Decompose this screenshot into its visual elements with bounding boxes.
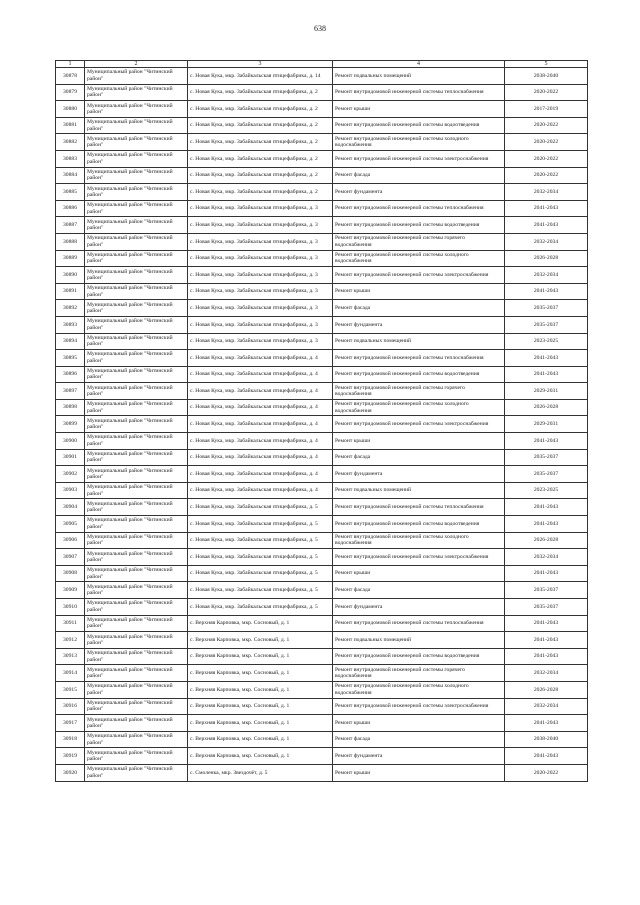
work-type-cell: Ремонт фасада [333, 449, 505, 466]
period-cell: 2032-2034 [505, 233, 588, 250]
period-cell: 2029-2031 [505, 383, 588, 400]
address-cell: с. Новая Кука, мкр. Забайкальская птицефабрика, д. 3 [188, 283, 333, 300]
row-number: 30891 [56, 283, 85, 300]
table-row [56, 615, 588, 632]
row-number: 30915 [56, 681, 85, 698]
capital-repair-table [55, 60, 588, 782]
address-cell: с. Новая Кука, мкр. Забайкальская птицефабрика, д. 5 [188, 599, 333, 616]
work-type-cell: Ремонт фундамента [333, 316, 505, 333]
district-cell: Муниципальный район "Читинский район" [85, 350, 188, 367]
row-number: 30892 [56, 300, 85, 317]
district-cell: Муниципальный район "Читинский район" [85, 549, 188, 566]
row-number: 30908 [56, 565, 85, 582]
work-type-cell: Ремонт внутридомовой инженерной системы теплоснабжения [333, 200, 505, 217]
district-cell: Муниципальный район "Читинский район" [85, 84, 188, 101]
work-type-cell: Ремонт внутридомовой инженерной системы водоотведения [333, 648, 505, 665]
table-row [56, 150, 588, 167]
header-col-3: 3 [188, 61, 333, 68]
table-row [56, 383, 588, 400]
period-cell: 2026-2028 [505, 399, 588, 416]
address-cell: с. Новая Кука, мкр. Забайкальская птицефабрика, д. 2 [188, 167, 333, 184]
district-cell: Муниципальный район "Читинский район" [85, 217, 188, 234]
work-type-cell: Ремонт фундамента [333, 748, 505, 765]
district-cell: Муниципальный район "Читинский район" [85, 250, 188, 267]
address-cell: с. Новая Кука, мкр. Забайкальская птицефабрика, д. 4 [188, 416, 333, 433]
row-number: 30886 [56, 200, 85, 217]
work-type-cell: Ремонт внутридомовой инженерной системы электроснабжения [333, 698, 505, 715]
district-cell: Муниципальный район "Читинский район" [85, 134, 188, 151]
district-cell: Муниципальный район "Читинский район" [85, 715, 188, 732]
address-cell: с. Верхняя Карповка, мкр. Сосновый, д. 1 [188, 698, 333, 715]
work-type-cell: Ремонт фундамента [333, 599, 505, 616]
address-cell: с. Новая Кука, мкр. Забайкальская птицефабрика, д. 5 [188, 499, 333, 516]
address-cell: с. Новая Кука, мкр. Забайкальская птицефабрика, д. 4 [188, 350, 333, 367]
district-cell: Муниципальный район "Читинский район" [85, 68, 188, 85]
table-row [56, 549, 588, 566]
row-number: 30879 [56, 84, 85, 101]
district-cell: Муниципальный район "Читинский район" [85, 200, 188, 217]
table-row [56, 715, 588, 732]
address-cell: с. Новая Кука, мкр. Забайкальская птицефабрика, д. 4 [188, 449, 333, 466]
table-row [56, 565, 588, 582]
row-number: 30884 [56, 167, 85, 184]
page-number: 638 [314, 24, 326, 33]
table-row [56, 681, 588, 698]
row-number: 30894 [56, 333, 85, 350]
row-number: 30909 [56, 582, 85, 599]
table-header-row [56, 61, 588, 68]
period-cell: 2038-2040 [505, 68, 588, 85]
row-number: 30910 [56, 599, 85, 616]
address-cell: с. Новая Кука, мкр. Забайкальская птицефабрика, д. 2 [188, 101, 333, 118]
table-row [56, 582, 588, 599]
row-number: 30885 [56, 184, 85, 201]
district-cell: Муниципальный район "Читинский район" [85, 499, 188, 516]
work-type-cell: Ремонт фундамента [333, 184, 505, 201]
district-cell: Муниципальный район "Читинский район" [85, 565, 188, 582]
address-cell: с. Новая Кука, мкр. Забайкальская птицефабрика, д. 4 [188, 482, 333, 499]
district-cell: Муниципальный район "Читинский район" [85, 731, 188, 748]
table-row [56, 764, 588, 781]
district-cell: Муниципальный район "Читинский район" [85, 150, 188, 167]
address-cell: с. Новая Кука, мкр. Забайкальская птицефабрика, д. 4 [188, 433, 333, 450]
row-number: 30888 [56, 233, 85, 250]
district-cell: Муниципальный район "Читинский район" [85, 117, 188, 134]
period-cell: 2038-2040 [505, 731, 588, 748]
period-cell: 2032-2034 [505, 267, 588, 284]
district-cell: Муниципальный район "Читинский район" [85, 333, 188, 350]
table-row [56, 300, 588, 317]
table-row [56, 366, 588, 383]
address-cell: с. Новая Кука, мкр. Забайкальская птицефабрика, д. 2 [188, 150, 333, 167]
row-number: 30893 [56, 316, 85, 333]
table-row [56, 167, 588, 184]
work-type-cell: Ремонт крыши [333, 433, 505, 450]
table-row [56, 632, 588, 649]
district-cell: Муниципальный район "Читинский район" [85, 267, 188, 284]
row-number: 30881 [56, 117, 85, 134]
table-row [56, 648, 588, 665]
work-type-cell: Ремонт внутридомовой инженерной системы холодного водоснабжения [333, 250, 505, 267]
work-type-cell: Ремонт внутридомовой инженерной системы водоотведения [333, 117, 505, 134]
table-row [56, 399, 588, 416]
district-cell: Муниципальный район "Читинский район" [85, 632, 188, 649]
district-cell: Муниципальный район "Читинский район" [85, 665, 188, 682]
table-row [56, 665, 588, 682]
row-number: 30898 [56, 399, 85, 416]
row-number: 30912 [56, 632, 85, 649]
district-cell: Муниципальный район "Читинский район" [85, 416, 188, 433]
period-cell: 2041-2043 [505, 366, 588, 383]
work-type-cell: Ремонт внутридомовой инженерной системы холодного водоснабжения [333, 399, 505, 416]
period-cell: 2041-2043 [505, 433, 588, 450]
period-cell: 2029-2031 [505, 416, 588, 433]
address-cell: с. Новая Кука, мкр. Забайкальская птицефабрика, д. 5 [188, 532, 333, 549]
work-type-cell: Ремонт фундамента [333, 466, 505, 483]
row-number: 30897 [56, 383, 85, 400]
period-cell: 2032-2034 [505, 184, 588, 201]
period-cell: 2041-2043 [505, 748, 588, 765]
address-cell: с. Верхняя Карповка, мкр. Сосновый, д. 1 [188, 665, 333, 682]
address-cell: с. Новая Кука, мкр. Забайкальская птицефабрика, д. 3 [188, 200, 333, 217]
period-cell: 2020-2022 [505, 167, 588, 184]
work-type-cell: Ремонт крыши [333, 101, 505, 118]
row-number: 30887 [56, 217, 85, 234]
row-number: 30878 [56, 68, 85, 85]
address-cell: с. Верхняя Карповка, мкр. Сосновый, д. 1 [188, 648, 333, 665]
district-cell: Муниципальный район "Читинский район" [85, 399, 188, 416]
table-row [56, 217, 588, 234]
district-cell: Муниципальный район "Читинский район" [85, 681, 188, 698]
work-type-cell: Ремонт внутридомовой инженерной системы электроснабжения [333, 416, 505, 433]
district-cell: Муниципальный район "Читинский район" [85, 449, 188, 466]
table-row [56, 316, 588, 333]
period-cell: 2020-2022 [505, 134, 588, 151]
district-cell: Муниципальный район "Читинский район" [85, 615, 188, 632]
period-cell: 2020-2022 [505, 150, 588, 167]
district-cell: Муниципальный район "Читинский район" [85, 101, 188, 118]
table-row [56, 433, 588, 450]
row-number: 30907 [56, 549, 85, 566]
row-number: 30883 [56, 150, 85, 167]
address-cell: с. Новая Кука, мкр. Забайкальская птицефабрика, д. 2 [188, 184, 333, 201]
district-cell: Муниципальный район "Читинский район" [85, 532, 188, 549]
table-row [56, 283, 588, 300]
district-cell: Муниципальный район "Читинский район" [85, 599, 188, 616]
address-cell: с. Новая Кука, мкр. Забайкальская птицефабрика, д. 5 [188, 516, 333, 533]
table-row [56, 466, 588, 483]
row-number: 30889 [56, 250, 85, 267]
period-cell: 2041-2043 [505, 715, 588, 732]
row-number: 30902 [56, 466, 85, 483]
row-number: 30916 [56, 698, 85, 715]
period-cell: 2041-2043 [505, 283, 588, 300]
period-cell: 2041-2043 [505, 200, 588, 217]
address-cell: с. Верхняя Карповка, мкр. Сосновый, д. 1 [188, 615, 333, 632]
period-cell: 2041-2043 [505, 350, 588, 367]
address-cell: с. Верхняя Карповка, мкр. Сосновый, д. 1 [188, 715, 333, 732]
header-col-2: 2 [85, 61, 188, 68]
work-type-cell: Ремонт внутридомовой инженерной системы горячего водоснабжения [333, 665, 505, 682]
address-cell: с. Новая Кука, мкр. Забайкальская птицефабрика, д. 5 [188, 565, 333, 582]
address-cell: с. Верхняя Карповка, мкр. Сосновый, д. 1 [188, 748, 333, 765]
period-cell: 2035-2037 [505, 449, 588, 466]
address-cell: с. Новая Кука, мкр. Забайкальская птицефабрика, д. 4 [188, 399, 333, 416]
address-cell: с. Новая Кука, мкр. Забайкальская птицефабрика, д. 14 [188, 68, 333, 85]
address-cell: с. Новая Кука, мкр. Забайкальская птицефабрика, д. 3 [188, 333, 333, 350]
address-cell: с. Новая Кука, мкр. Забайкальская птицефабрика, д. 3 [188, 267, 333, 284]
table-row [56, 516, 588, 533]
work-type-cell: Ремонт фасада [333, 300, 505, 317]
district-cell: Муниципальный район "Читинский район" [85, 300, 188, 317]
table-row [56, 200, 588, 217]
district-cell: Муниципальный район "Читинский район" [85, 283, 188, 300]
row-number: 30901 [56, 449, 85, 466]
table-row [56, 599, 588, 616]
period-cell: 2041-2043 [505, 648, 588, 665]
district-cell: Муниципальный район "Читинский район" [85, 764, 188, 781]
work-type-cell: Ремонт фасада [333, 582, 505, 599]
work-type-cell: Ремонт внутридомовой инженерной системы теплоснабжения [333, 84, 505, 101]
work-type-cell: Ремонт внутридомовой инженерной системы холодного водоснабжения [333, 134, 505, 151]
period-cell: 2035-2037 [505, 582, 588, 599]
work-type-cell: Ремонт подвальных помещений [333, 68, 505, 85]
period-cell: 2041-2043 [505, 565, 588, 582]
row-number: 30896 [56, 366, 85, 383]
row-number: 30900 [56, 433, 85, 450]
work-type-cell: Ремонт внутридомовой инженерной системы горячего водоснабжения [333, 383, 505, 400]
period-cell: 2041-2043 [505, 499, 588, 516]
period-cell: 2032-2034 [505, 698, 588, 715]
row-number: 30911 [56, 615, 85, 632]
address-cell: с. Новая Кука, мкр. Забайкальская птицефабрика, д. 3 [188, 217, 333, 234]
table-row [56, 117, 588, 134]
work-type-cell: Ремонт внутридомовой инженерной системы холодного водоснабжения [333, 532, 505, 549]
work-type-cell: Ремонт подвальных помещений [333, 482, 505, 499]
period-cell: 2026-2028 [505, 681, 588, 698]
district-cell: Муниципальный район "Читинский район" [85, 582, 188, 599]
row-number: 30882 [56, 134, 85, 151]
row-number: 30899 [56, 416, 85, 433]
work-type-cell: Ремонт внутридомовой инженерной системы водоотведения [333, 516, 505, 533]
period-cell: 2017-2019 [505, 101, 588, 118]
period-cell: 2023-2025 [505, 482, 588, 499]
work-type-cell: Ремонт внутридомовой инженерной системы теплоснабжения [333, 615, 505, 632]
period-cell: 2020-2022 [505, 84, 588, 101]
row-number: 30917 [56, 715, 85, 732]
address-cell: с. Новая Кука, мкр. Забайкальская птицефабрика, д. 2 [188, 84, 333, 101]
table-row [56, 101, 588, 118]
table-row [56, 748, 588, 765]
work-type-cell: Ремонт внутридомовой инженерной системы теплоснабжения [333, 499, 505, 516]
period-cell: 2020-2022 [505, 117, 588, 134]
work-type-cell: Ремонт крыши [333, 283, 505, 300]
row-number: 30880 [56, 101, 85, 118]
address-cell: с. Новая Кука, мкр. Забайкальская птицефабрика, д. 3 [188, 300, 333, 317]
district-cell: Муниципальный район "Читинский район" [85, 316, 188, 333]
work-type-cell: Ремонт внутридомовой инженерной системы теплоснабжения [333, 350, 505, 367]
district-cell: Муниципальный район "Читинский район" [85, 482, 188, 499]
period-cell: 2020-2022 [505, 764, 588, 781]
address-cell: с. Новая Кука, мкр. Забайкальская птицефабрика, д. 4 [188, 366, 333, 383]
table-row [56, 233, 588, 250]
row-number: 30903 [56, 482, 85, 499]
work-type-cell: Ремонт внутридомовой инженерной системы холодного водоснабжения [333, 681, 505, 698]
district-cell: Муниципальный район "Читинский район" [85, 433, 188, 450]
work-type-cell: Ремонт внутридомовой инженерной системы электроснабжения [333, 549, 505, 566]
address-cell: с. Новая Кука, мкр. Забайкальская птицефабрика, д. 4 [188, 383, 333, 400]
period-cell: 2032-2034 [505, 549, 588, 566]
row-number: 30914 [56, 665, 85, 682]
row-number: 30905 [56, 516, 85, 533]
table-row [56, 84, 588, 101]
work-type-cell: Ремонт внутридомовой инженерной системы электроснабжения [333, 267, 505, 284]
row-number: 30904 [56, 499, 85, 516]
table-row [56, 350, 588, 367]
address-cell: с. Новая Кука, мкр. Забайкальская птицефабрика, д. 4 [188, 466, 333, 483]
table-row [56, 416, 588, 433]
address-cell: с. Новая Кука, мкр. Забайкальская птицефабрика, д. 5 [188, 582, 333, 599]
work-type-cell: Ремонт внутридомовой инженерной системы водоотведения [333, 217, 505, 234]
table-row [56, 267, 588, 284]
work-type-cell: Ремонт внутридомовой инженерной системы водоотведения [333, 366, 505, 383]
table-row [56, 250, 588, 267]
table-row [56, 449, 588, 466]
address-cell: с. Верхняя Карповка, мкр. Сосновый, д. 1 [188, 731, 333, 748]
row-number: 30890 [56, 267, 85, 284]
district-cell: Муниципальный район "Читинский район" [85, 167, 188, 184]
work-type-cell: Ремонт крыши [333, 764, 505, 781]
period-cell: 2035-2037 [505, 316, 588, 333]
table-row [56, 532, 588, 549]
period-cell: 2041-2043 [505, 615, 588, 632]
work-type-cell: Ремонт подвальных помещений [333, 632, 505, 649]
header-col-4: 4 [333, 61, 505, 68]
address-cell: с. Новая Кука, мкр. Забайкальская птицефабрика, д. 2 [188, 134, 333, 151]
table-row [56, 482, 588, 499]
row-number: 30920 [56, 764, 85, 781]
district-cell: Муниципальный район "Читинский район" [85, 698, 188, 715]
district-cell: Муниципальный район "Читинский район" [85, 184, 188, 201]
table-row [56, 698, 588, 715]
period-cell: 2041-2043 [505, 632, 588, 649]
work-type-cell: Ремонт крыши [333, 715, 505, 732]
address-cell: с. Новая Кука, мкр. Забайкальская птицефабрика, д. 5 [188, 549, 333, 566]
address-cell: с. Верхняя Карповка, мкр. Сосновый, д. 1 [188, 632, 333, 649]
district-cell: Муниципальный район "Читинский район" [85, 366, 188, 383]
address-cell: с. Смоленка, мкр. Звездочёт, д. 5 [188, 764, 333, 781]
header-col-5: 5 [505, 61, 588, 68]
period-cell: 2035-2037 [505, 466, 588, 483]
row-number: 30906 [56, 532, 85, 549]
district-cell: Муниципальный район "Читинский район" [85, 516, 188, 533]
table-row [56, 333, 588, 350]
table-row [56, 68, 588, 85]
table-row [56, 731, 588, 748]
period-cell: 2041-2043 [505, 516, 588, 533]
work-type-cell: Ремонт фасада [333, 731, 505, 748]
row-number: 30919 [56, 748, 85, 765]
address-cell: с. Новая Кука, мкр. Забайкальская птицефабрика, д. 3 [188, 250, 333, 267]
period-cell: 2041-2043 [505, 217, 588, 234]
period-cell: 2023-2025 [505, 333, 588, 350]
period-cell: 2035-2037 [505, 599, 588, 616]
row-number: 30918 [56, 731, 85, 748]
work-type-cell: Ремонт крыши [333, 565, 505, 582]
work-type-cell: Ремонт фасада [333, 167, 505, 184]
address-cell: с. Новая Кука, мкр. Забайкальская птицефабрика, д. 3 [188, 233, 333, 250]
period-cell: 2026-2028 [505, 250, 588, 267]
period-cell: 2026-2028 [505, 532, 588, 549]
table-row [56, 184, 588, 201]
address-cell: с. Новая Кука, мкр. Забайкальская птицефабрика, д. 2 [188, 117, 333, 134]
table-row [56, 134, 588, 151]
address-cell: с. Новая Кука, мкр. Забайкальская птицефабрика, д. 3 [188, 316, 333, 333]
row-number: 30913 [56, 648, 85, 665]
work-type-cell: Ремонт подвальных помещений [333, 333, 505, 350]
district-cell: Муниципальный район "Читинский район" [85, 748, 188, 765]
row-number: 30895 [56, 350, 85, 367]
period-cell: 2032-2034 [505, 665, 588, 682]
district-cell: Муниципальный район "Читинский район" [85, 466, 188, 483]
work-type-cell: Ремонт внутридомовой инженерной системы электроснабжения [333, 150, 505, 167]
district-cell: Муниципальный район "Читинский район" [85, 383, 188, 400]
table-row [56, 499, 588, 516]
period-cell: 2035-2037 [505, 300, 588, 317]
district-cell: Муниципальный район "Читинский район" [85, 648, 188, 665]
address-cell: с. Верхняя Карповка, мкр. Сосновый, д. 1 [188, 681, 333, 698]
district-cell: Муниципальный район "Читинский район" [85, 233, 188, 250]
work-type-cell: Ремонт внутридомовой инженерной системы горячего водоснабжения [333, 233, 505, 250]
header-col-1: 1 [56, 61, 85, 68]
